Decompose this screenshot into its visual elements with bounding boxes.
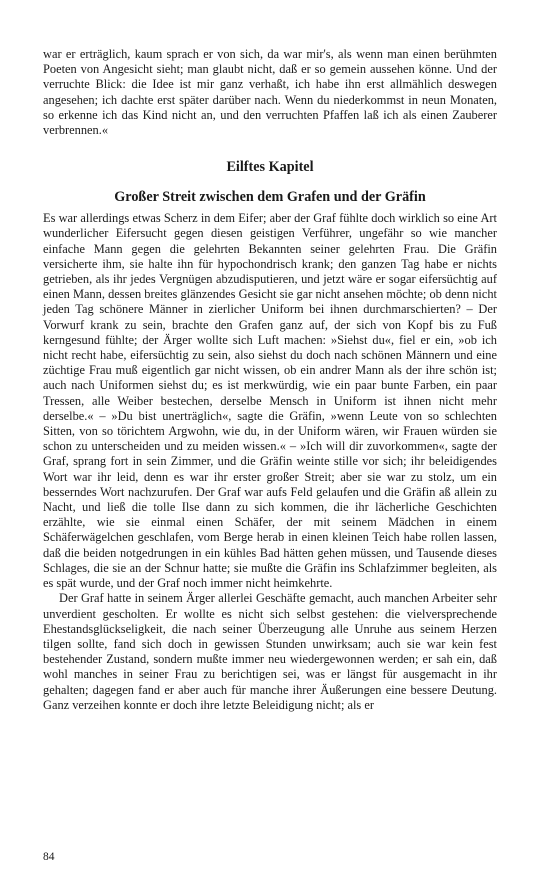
book-page (43, 47, 497, 713)
chapter-title: Großer Streit zwischen dem Grafen und der Gräfin (114, 189, 426, 206)
intro-paragraph: war er erträglich, kaum sprach er von sich, da war mir's, als wenn man einen berühmten Poeten von Angesicht sieht; man glaubt nicht, daß er so gemein aussehen könne. Und der verruchte Blick: die Idee ist mir ganz verhaßt, ich habe ihn erst allmählich deswegen angesehen; ich dachte erst später darüber nach. Wenn du niederkommst in neun Monaten, so erkenne ich das Kind nicht an, und den verruchten Pfaffen laß ich als einen Zauberer verbrennen.« (43, 47, 497, 138)
page-number: 84 (43, 851, 55, 863)
chapter-number: Eilftes Kapitel (226, 159, 314, 176)
body-paragraph-2: Der Graf hatte in seinem Ärger allerlei Geschäfte gemacht, auch manchen Arbeiter sehr unverdient gescholten. Er wollte es nicht sich selbst gestehen: die vielversprechende Ehestandsglückseligkeit, die nach seiner Überzeugung alle Unruhe aus seinem Herzen tilgen sollte, fand sich doch in gewissen Stunden unwirksam; auch sie war kein fest bestehender Zustand, sondern mußte immer neu wiedergewonnen werden; er sah ein, daß wohl manches in seiner Frau zu berichtigen sei, was er längst für ausgemacht in ihr gehalten; dagegen fand er aber auch für manche ihrer Äußerungen eine bessere Deutung. Ganz verzeihen konnte er doch ihre letzte Beleidigung nicht; als er (43, 591, 497, 712)
body-paragraph-1: Es war allerdings etwas Scherz in dem Eifer; aber der Graf fühlte doch wirklich so eine Art wunderlicher Eifersucht gegen diesen geistigen Verführer, ungefähr so wie mancher einfache Mann gegen die gelehrten Bekannten seiner gelehrten Frau. Die Gräfin versicherte ihm, sie halte ihn für hypochondrisch krank; den ganzen Tag habe er nichts getrieben, als ihr jedes Vergnügen abzudisputieren, und jetzt wäre er sogar eifersüchtig auf einen Mann, dessen breites glänzendes Gesicht sie gar nicht ansehen möchte; ob denn nicht jeden Tag schönere Männer in zierlicher Uniform bei ihnen durchmarschierten? – Der Vorwurf krank zu sein, brachte den Grafen ganz auf, der sich von Kopf bis zu Fuß kerngesund fühlte; der Ärger wollte sich Luft machen: »Siehst du«, fiel er ein, »ob ich nicht recht habe, eifersüchtig zu sein, also siehst du doch nach schönen Männern und eine züchtige Frau muß eigentlich gar nicht wissen, ob ein andrer Mann als der ihre schön ist; auch nach Uniformen siehst du; es ist merkwürdig, wie ein paar bunte Farben, ein paar Tressen, alle Weiber bestechen, derselbe Mensch in Uniform ist ihnen nicht mehr derselbe.« – »Du bist unerträglich«, sagte die Gräfin, »wenn Leute von so schlechten Sitten, von so törichtem Argwohn, wie du, in der Uniform wären, wir Frauen würden sie schon zu unterscheiden und zu meiden wissen.« – »Ich will dir zuvorkommen«, sagte der Graf, sprang fort in sein Zimmer, und die Gräfin weinte stille vor sich; ihr beleidigendes Wort war ihr leid, denn es war ihr erster großer Streit; aber sie war zu stolz, um ein besserndes Wort nachzurufen. Der Graf war aufs Feld gelaufen und die Gräfin aß allein zu Nacht, und ließ die tolle Ilse dann zu sich kommen, die ihr lächerliche Geschichten erzählte, wie sie einmal einen Schäfer, der mit seinem Mädchen in einem Schäferwägelchen geschlafen, vom Berge herab in einen kleinen Teich habe rollen lassen, daß die beiden notgedrungen in ein kühles Bad hätten gehen müssen, und Tausende dieses Schlages, die sie an der Schnur hatte; sie mußte die Gräfin ins Schlafzimmer begleiten, als es spät wurde, und der Graf noch immer nicht heimkehrte. (43, 211, 497, 591)
